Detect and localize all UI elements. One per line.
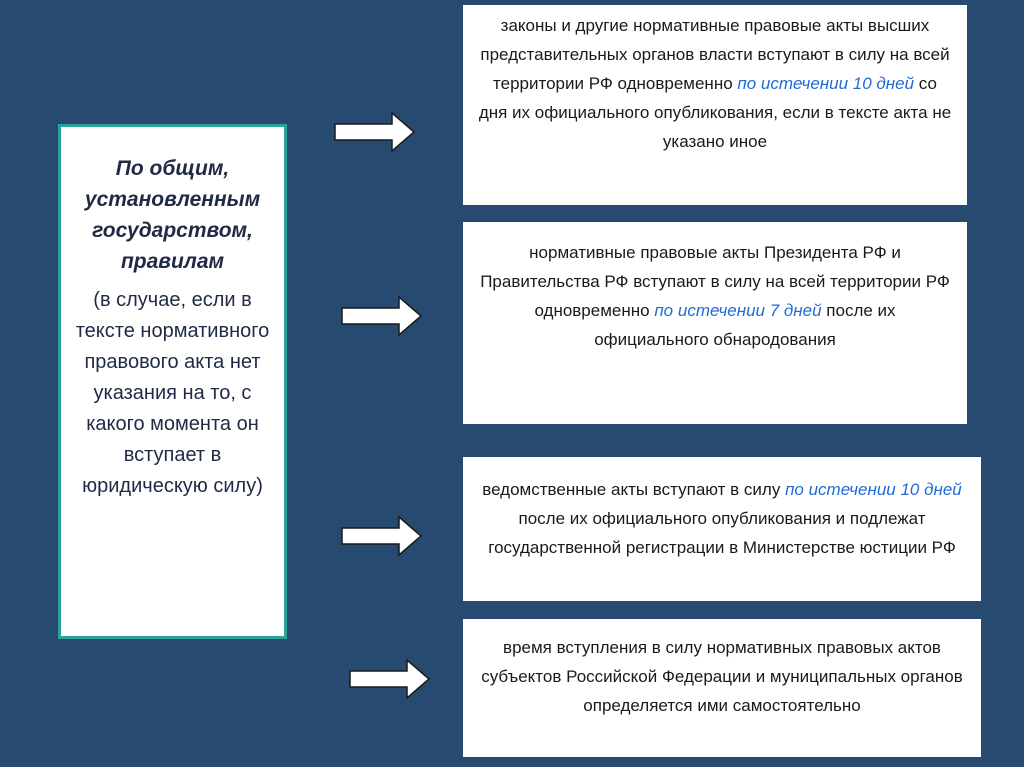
general-rules-box	[58, 124, 287, 639]
rule-card-departmental-acts	[463, 457, 981, 601]
arrow-right-icon	[349, 659, 431, 699]
rule-text: со дня их официального опубликования, если в тексте акта не указано иное	[478, 74, 952, 151]
rule-text: после их официального обнародования	[594, 301, 896, 349]
rule-period-highlight: по истечении 7 дней	[654, 301, 822, 320]
general-rules-title: По общим, установленным государством, правилам	[84, 157, 261, 273]
rule-text: после их официального опубликования и подлежат государственной регистрации в Министерстве юстиции РФ	[488, 509, 956, 557]
rule-text: законы и другие нормативные правовые акты высших представительных органов власти вступают в силу на всей территории РФ одновременно	[480, 16, 950, 93]
rule-period-highlight: по истечении 10 дней	[785, 480, 962, 499]
rule-period-highlight: по истечении 10 дней	[737, 74, 915, 93]
rule-card-regional-municipal	[463, 619, 981, 757]
rule-card-laws	[463, 5, 967, 205]
general-rules-note: (в случае, если в тексте нормативного правового акта нет указания на то, с какого момента он вступает в юридическую силу)	[75, 289, 270, 497]
arrow-right-icon	[341, 516, 423, 556]
arrow-right-icon	[334, 112, 416, 152]
rule-text: нормативные правовые акты Президента РФ и Правительства РФ вступают в силу на всей территории РФ одновременно	[480, 243, 950, 320]
arrow-right-icon	[341, 296, 423, 336]
rule-card-president-government	[463, 222, 967, 424]
rule-text: время вступления в силу нормативных правовых актов субъектов Российской Федерации и муниципальных органов определяется ими самостоятельно	[481, 638, 963, 715]
rule-text: ведомственные акты вступают в силу	[482, 480, 786, 499]
